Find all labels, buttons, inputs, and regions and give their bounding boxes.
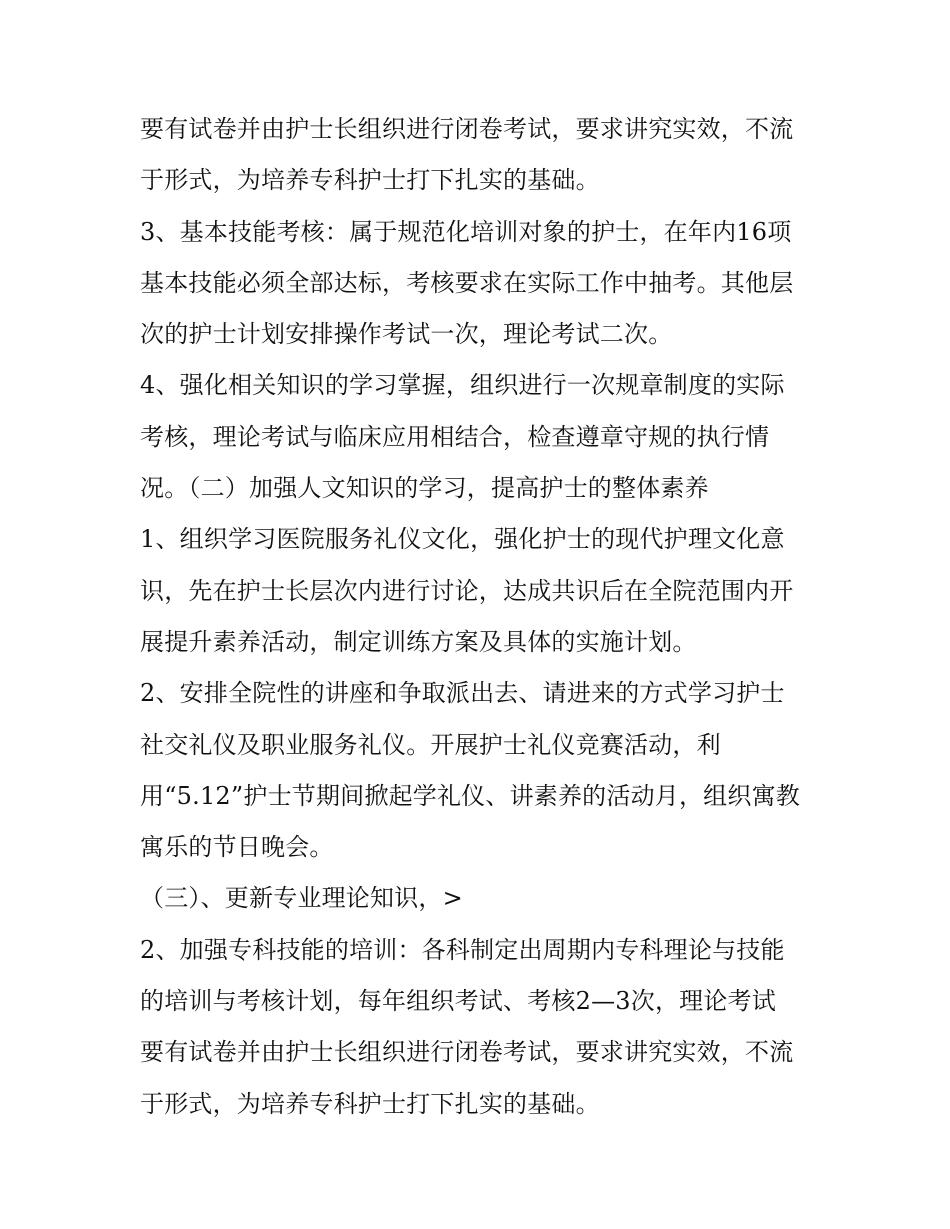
text-line: 1、组织学习医院服务礼仪文化，强化护士的现代护理文化意: [140, 525, 785, 554]
document-body: [140, 104, 830, 1130]
text-line: 用“5.12”护士节期间掀起学礼仪、讲素养的活动月，组织寓教: [140, 781, 800, 810]
text-line: 展提升素养活动，制定训练方案及具体的实施计划。: [140, 627, 697, 656]
text-line: 要有试卷并由护士长组织进行闭卷考试，要求讲究实效，不流: [140, 115, 794, 143]
text-line: 要有试卷并由护士长组织进行闭卷考试，要求讲究实效，不流: [140, 1038, 794, 1067]
text-line: 识，先在护士长层次内进行讨论，达成共识后在全院范围内开: [140, 576, 794, 605]
text-line: 2、安排全院性的讲座和争取派出去、请进来的方式学习护士: [140, 679, 785, 708]
text-line: 2、加强专科技能的培训：各科制定出周期内专科理论与技能: [140, 935, 785, 964]
text-line: 次的护士计划安排操作考试一次，理论考试二次。: [140, 320, 673, 349]
text-line: 于形式，为培养专科护士打下扎实的基础。: [140, 1089, 600, 1118]
text-line: 况。（二）加强人文知识的学习，提高护士的整体素养: [140, 474, 709, 503]
text-line: 的培训与考核计划，每年组织考试、考核2—3次，理论考试: [140, 987, 776, 1016]
text-line: 基本技能必须全部达标，考核要求在实际工作中抽考。其他层: [140, 268, 794, 297]
text-line: 于形式，为培养专科护士打下扎实的基础。: [140, 166, 600, 195]
text-line: 考核，理论考试与临床应用相结合，检查遵章守规的执行情: [140, 422, 770, 451]
text-line: 4、强化相关知识的学习掌握，组织进行一次规章制度的实际: [140, 371, 785, 400]
text-line: 寓乐的节日晚会。: [140, 833, 334, 862]
text-line: 社交礼仪及职业服务礼仪。开展护士礼仪竞赛活动，利: [140, 730, 721, 759]
text-line: 3、基本技能考核：属于规范化培训对象的护士，在年内16项: [140, 217, 792, 246]
text-line: （三）、更新专业理论知识，>: [140, 884, 463, 913]
